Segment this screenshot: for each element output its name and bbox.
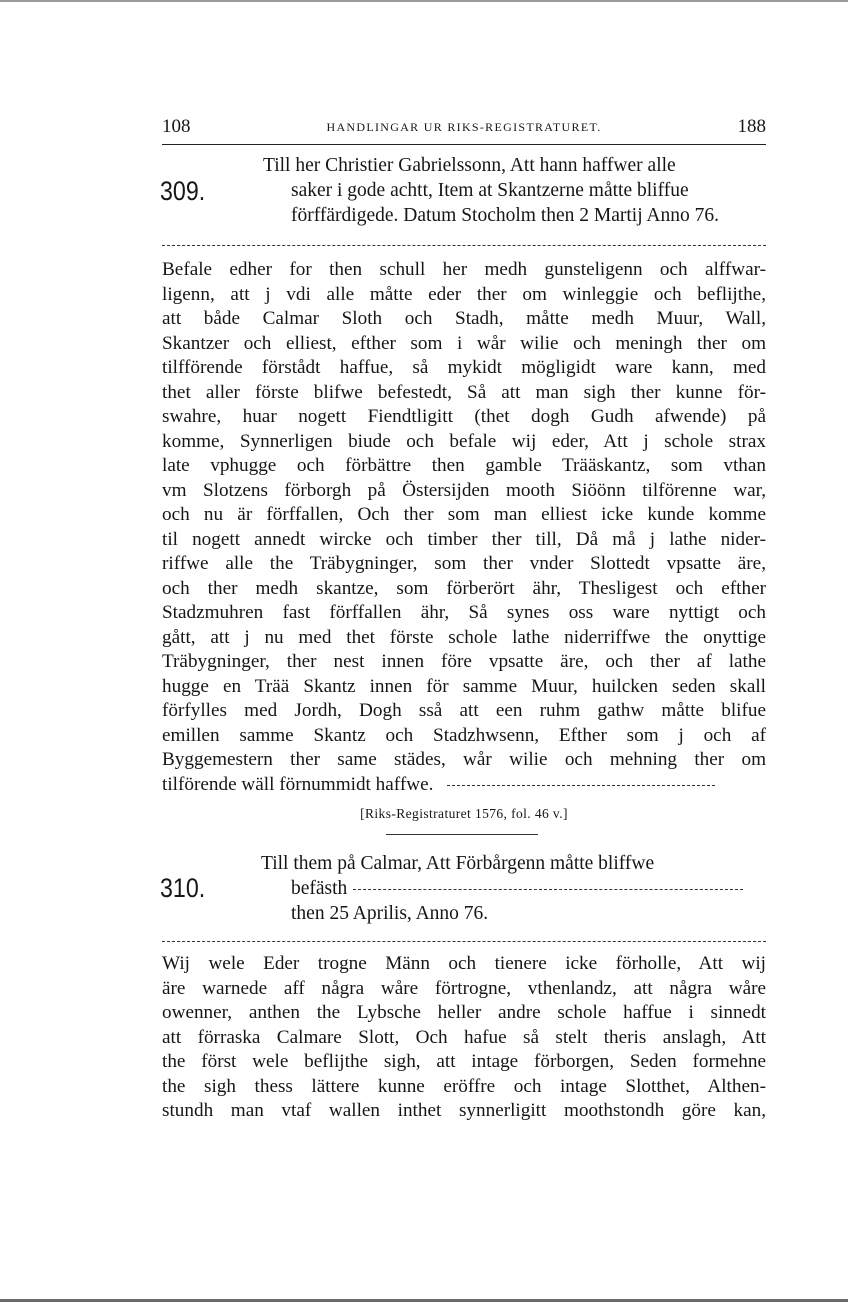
body-line: the först wele beflijthe sigh, att intage förborgen, Seden formehne — [162, 1051, 766, 1072]
body-line: Wij wele Eder trogne Männ och tienere icke förholle, Att wij — [162, 953, 766, 974]
body-line: Befale edher for then schull her medh gunsteligenn och alffwar- — [162, 259, 766, 280]
entry-309-heading-line-2: saker i gode achtt, Item at Skantzerne måtte bliffue — [291, 180, 689, 201]
dashed-separator — [162, 941, 766, 942]
body-line: komme, Synnerligen biude och befale wij eder, Att j schole strax — [162, 430, 766, 452]
body-line-text: tilförende wäll förnummidt haffwe. — [162, 773, 434, 795]
body-line: Träbygninger, ther nest innen före vpsatte äre, och ther af lathe — [162, 651, 766, 672]
body-line: the sigh thess lättere kunne eröffre och intage Slotthet, Althen- — [162, 1075, 766, 1097]
dashed-separator — [162, 245, 766, 246]
entry-309-body — [162, 258, 766, 797]
body-line: tilfförende förstådt haffue, så mykidt mögligidt ware kann, med — [162, 357, 766, 378]
entry-309-heading-line-3: förffärdigede. Datum Stocholm then 2 Martij Anno 76. — [291, 205, 720, 226]
dashed-line-filler — [447, 785, 715, 786]
body-line: och nu är förffallen, Och ther som man elliest icke kunde komme — [162, 504, 766, 525]
running-title: HANDLINGAR UR RIKS-REGISTRATURET. — [326, 120, 602, 134]
body-line: vm Slotzens förborgh på Östersijden mooth Siöönn tilförenne war, — [162, 479, 766, 501]
entry-310-heading-line-2 — [291, 876, 743, 902]
entry-310-heading-line-1: Till them på Calmar, Att Förbårgenn måtte bliffwe — [261, 853, 655, 874]
section-rule — [386, 834, 538, 835]
dashed-line-filler — [353, 889, 743, 890]
entry-number-310: 310. — [160, 873, 206, 903]
entry-310-body — [162, 952, 766, 1124]
heading-text: befästh — [291, 878, 348, 899]
body-line: och ther medh skantze, som förberört ähr, Thesligest och efther — [162, 577, 766, 599]
body-line: Stadzmuhren fast förffallen ähr, Så synes oss ware nyttigt och — [162, 602, 766, 623]
body-line: gått, att j nu med thet förste schole lathe niderriffwe the onyttige — [162, 626, 766, 648]
body-line: riffwe alle the Träbygninger, som ther vnder Slottedt vpsatte äre, — [162, 553, 766, 574]
body-line: att både Calmar Sloth och Stadh, måtte medh Muur, Wall, — [162, 308, 766, 329]
body-line: swahre, huar nogett Fiendtligitt (thet dogh Gudh afwende) på — [162, 406, 766, 427]
body-line: emillen samme Skantz och Stadzhwsenn, Efther som j och af — [162, 724, 766, 746]
body-line: late vphugge och förbättre then gamble Trääskantz, som vthan — [162, 455, 766, 476]
entry-309-heading-line-1: Till her Christier Gabrielssonn, Att hann haffwer alle — [263, 155, 676, 176]
body-line: stundh man vtaf wallen inthet synnerligitt moothstondh göre kan, — [162, 1100, 766, 1121]
page-number-left: 108 — [162, 116, 191, 137]
body-line: til nogett annedt wircke och timber ther till, Då må j lathe nider- — [162, 528, 766, 550]
source-citation: [Riks-Registraturet 1576, fol. 46 v.] — [360, 806, 568, 821]
entry-number-309: 309. — [160, 176, 206, 206]
body-line-last — [162, 773, 766, 798]
body-line: hugge en Trää Skantz innen för samme Muur, huilcken seden skall — [162, 675, 766, 697]
header-rule — [162, 144, 766, 145]
running-head — [162, 116, 766, 140]
scan-bottom-edge — [0, 1299, 848, 1302]
body-line: Skantzer och elliest, efther som i wår wilie och meningh ther om — [162, 332, 766, 354]
body-line: äre warnede aff några wåre förtrogne, vthenlandz, att några wåre — [162, 977, 766, 999]
body-line: owenner, anthen the Lybsche heller andre schole haffue i sinnedt — [162, 1002, 766, 1023]
body-line: Byggemestern ther same städes, wår wilie och mehning ther om — [162, 749, 766, 770]
body-line: ligenn, att j vdi alle måtte eder ther om winleggie och beflijthe, — [162, 283, 766, 305]
page-number-right: 188 — [737, 116, 766, 137]
entry-310-heading-line-3: then 25 Aprilis, Anno 76. — [291, 903, 489, 924]
body-line: thet aller förste blifwe befestedt, Så att man sigh ther kunne för- — [162, 381, 766, 403]
scan-top-edge — [0, 0, 848, 2]
body-line: förfylles med Jordh, Dogh sså att een ruhm gathw måtte blifue — [162, 700, 766, 721]
body-line: att förraska Calmare Slott, Och hafue så stelt theris anslagh, Att — [162, 1026, 766, 1048]
